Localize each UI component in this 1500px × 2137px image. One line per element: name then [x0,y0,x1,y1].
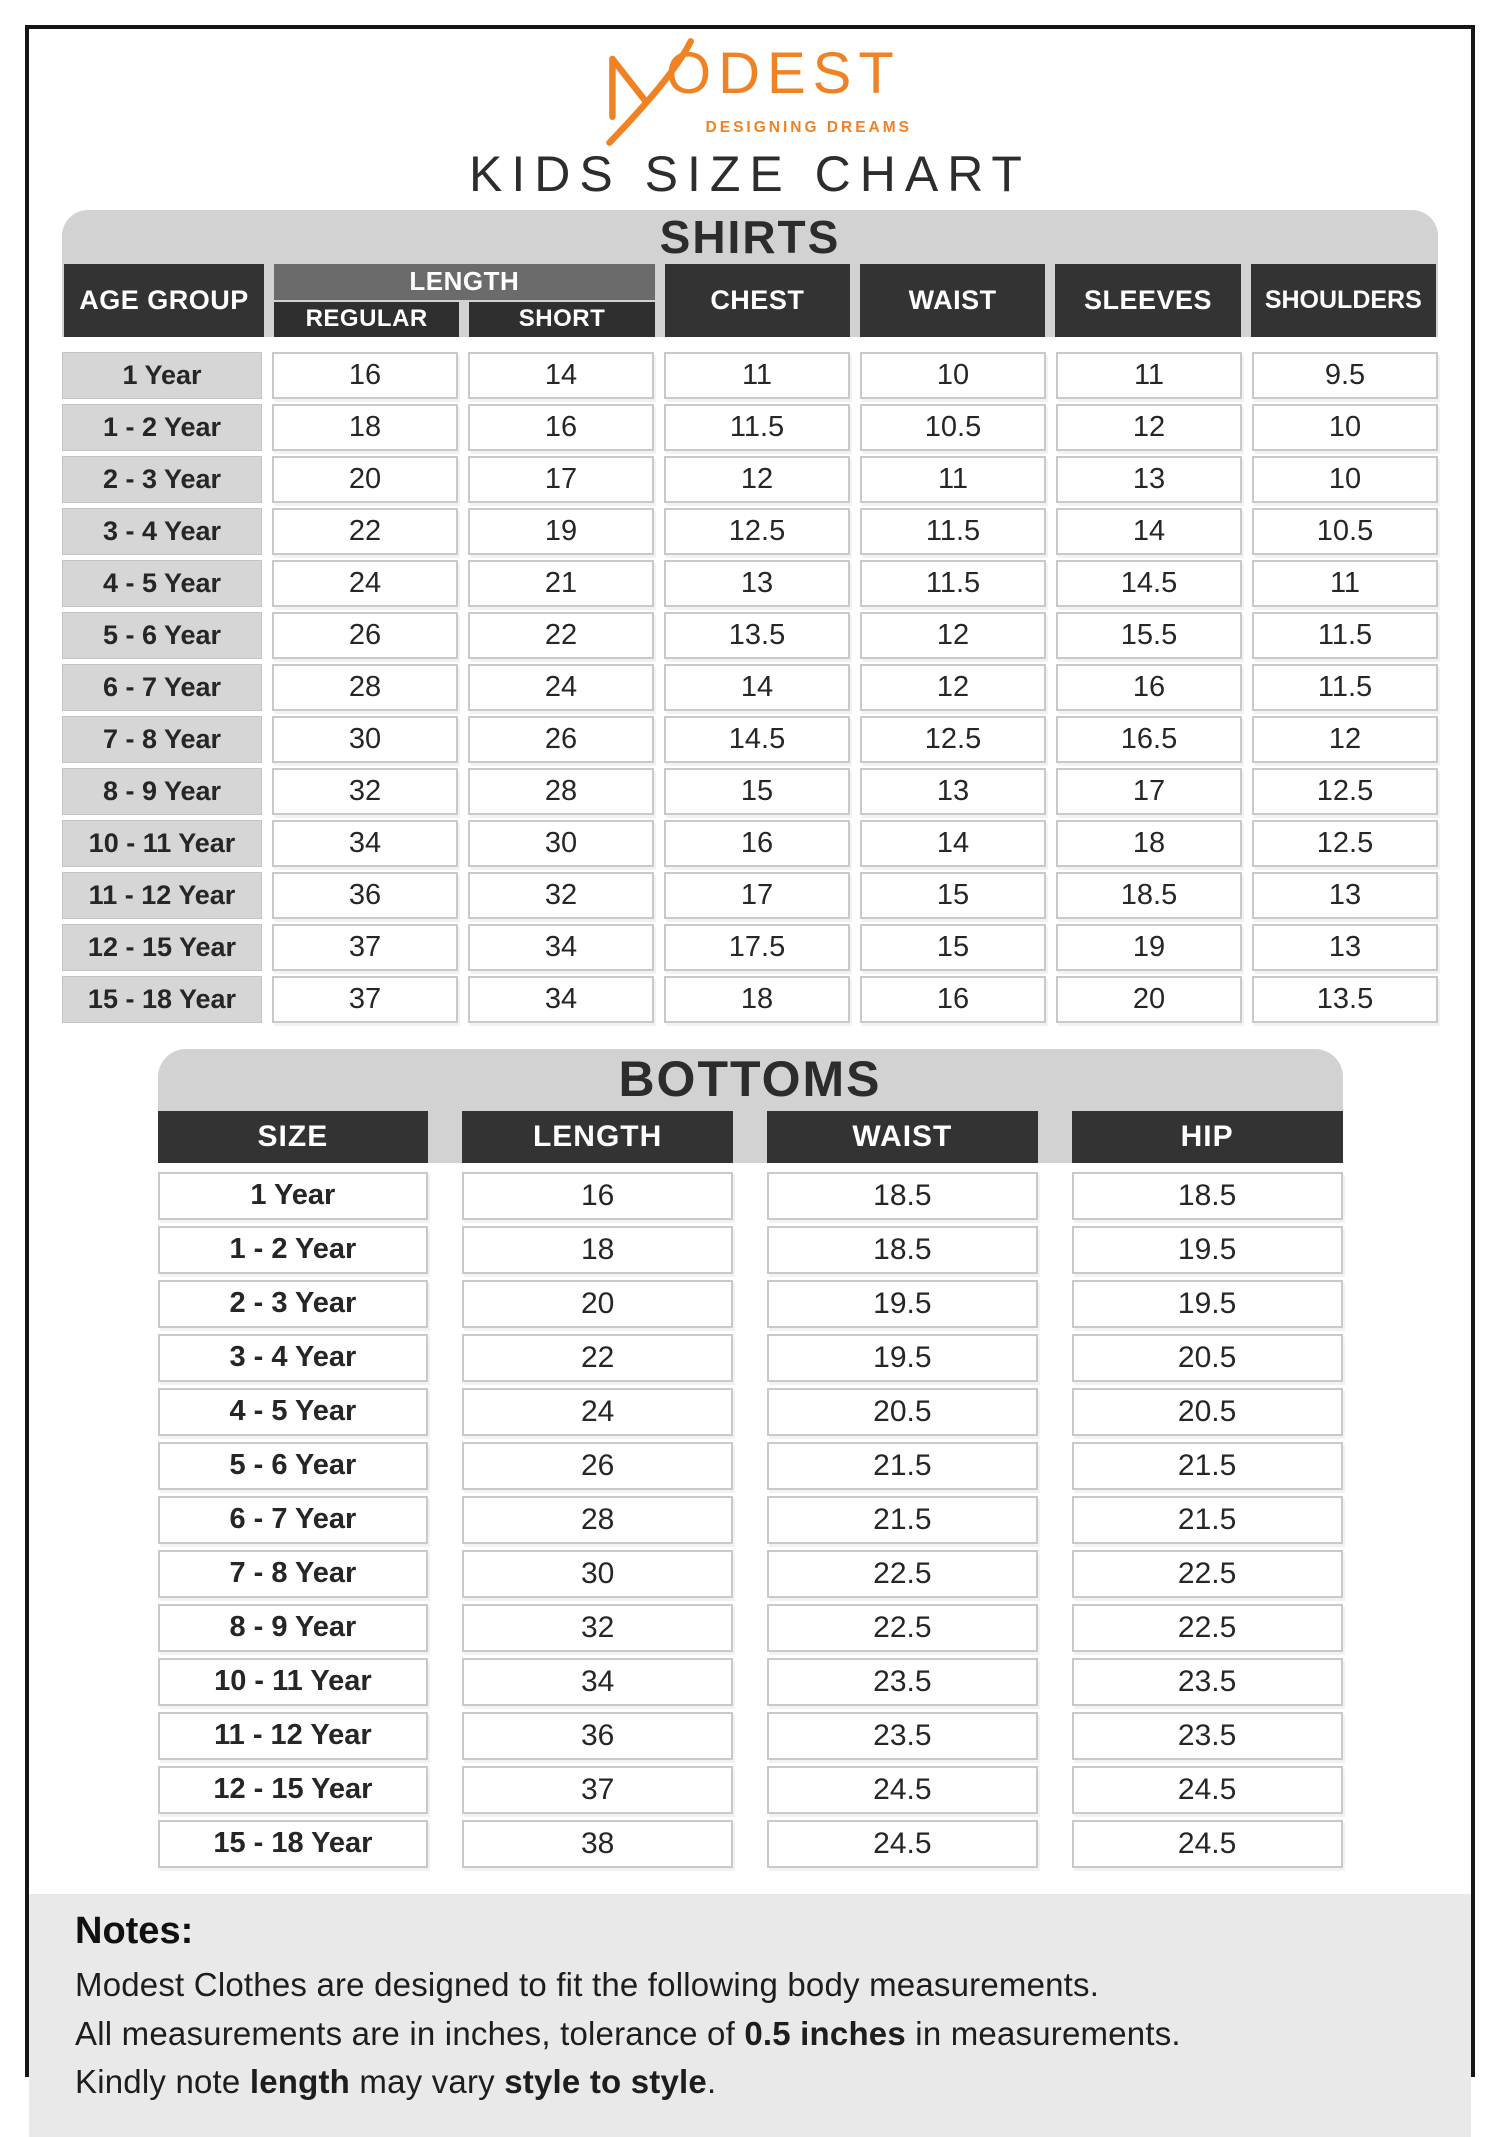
shirts-band [62,210,1438,337]
measurement-cell: 19.5 [1072,1280,1343,1328]
measurement-cell: 36 [272,872,458,919]
shirts-header-shoulders: SHOULDERS [1251,264,1436,337]
age-group-cell: 12 - 15 Year [62,924,262,971]
measurement-cell: 24.5 [767,1766,1038,1814]
note-text: in measurements. [905,2014,1181,2052]
shirts-header-sleeves: SLEEVES [1055,264,1240,337]
measurement-cell: 26 [468,716,654,763]
measurement-cell: 30 [468,820,654,867]
measurement-cell: 12.5 [664,508,850,555]
notes-body [75,1961,1425,2107]
measurement-cell: 20.5 [1072,1388,1343,1436]
measurement-cell: 11 [860,456,1046,503]
measurement-cell: 17 [664,872,850,919]
size-cell: 12 - 15 Year [158,1766,429,1814]
size-cell: 15 - 18 Year [158,1820,429,1868]
measurement-cell: 24 [462,1388,733,1436]
measurement-cell: 18.5 [767,1226,1038,1274]
measurement-cell: 37 [272,976,458,1023]
measurement-cell: 24 [272,560,458,607]
measurement-cell: 18 [272,404,458,451]
measurement-cell: 11.5 [1252,664,1438,711]
measurement-cell: 12.5 [1252,820,1438,867]
measurement-cell: 11 [1252,560,1438,607]
age-group-cell: 11 - 12 Year [62,872,262,919]
measurement-cell: 13.5 [1252,976,1438,1023]
notes-section [29,1894,1471,2137]
age-group-cell: 1 - 2 Year [62,404,262,451]
measurement-cell: 12 [1252,716,1438,763]
measurement-cell: 18 [462,1226,733,1274]
shirts-table-body [62,352,1438,1023]
measurement-cell: 13.5 [664,612,850,659]
measurement-cell: 20 [272,456,458,503]
measurement-cell: 22.5 [767,1604,1038,1652]
measurement-cell: 16 [272,352,458,399]
measurement-cell: 16 [1056,664,1242,711]
bottoms-section-title: BOTTOMS [618,1050,882,1107]
measurement-cell: 12 [860,612,1046,659]
measurement-cell: 16 [664,820,850,867]
bottoms-header-row [158,1111,1343,1163]
measurement-cell: 11.5 [860,560,1046,607]
measurement-cell: 21 [468,560,654,607]
measurement-cell: 17.5 [664,924,850,971]
shirts-header-regular: REGULAR [274,302,459,337]
shirts-section-title: SHIRTS [659,211,841,263]
page-title: KIDS SIZE CHART [469,146,1031,202]
page-frame [25,25,1475,2101]
measurement-cell: 10 [1252,404,1438,451]
measurement-cell: 32 [468,872,654,919]
measurement-cell: 11.5 [860,508,1046,555]
measurement-cell: 16 [462,1172,733,1220]
measurement-cell: 10 [860,352,1046,399]
brand-name: ODEST [666,41,901,106]
measurement-cell: 28 [462,1496,733,1544]
measurement-cell: 32 [272,768,458,815]
measurement-cell: 26 [272,612,458,659]
shirts-header-waist: WAIST [860,264,1045,337]
measurement-cell: 24.5 [1072,1820,1343,1868]
measurement-cell: 12 [1056,404,1242,451]
measurement-cell: 18.5 [1072,1172,1343,1220]
measurement-cell: 23.5 [767,1712,1038,1760]
measurement-cell: 19.5 [1072,1226,1343,1274]
measurement-cell: 20 [1056,976,1242,1023]
age-group-cell: 3 - 4 Year [62,508,262,555]
measurement-cell: 12 [664,456,850,503]
note-text: length [249,2063,351,2101]
measurement-cell: 22 [272,508,458,555]
measurement-cell: 22.5 [1072,1604,1343,1652]
measurement-cell: 12.5 [1252,768,1438,815]
note-line [75,2010,1425,2059]
measurement-cell: 22 [468,612,654,659]
measurement-cell: 22.5 [767,1550,1038,1598]
shirts-header-short: SHORT [469,302,654,337]
age-group-cell: 4 - 5 Year [62,560,262,607]
measurement-cell: 19 [468,508,654,555]
shirts-header-age-group: AGE GROUP [64,264,264,337]
bottoms-band [158,1049,1343,1163]
shirts-section [62,210,1438,1023]
measurement-cell: 14 [468,352,654,399]
measurement-cell: 13 [1056,456,1242,503]
measurement-cell: 17 [1056,768,1242,815]
measurement-cell: 13 [1252,924,1438,971]
age-group-cell: 8 - 9 Year [62,768,262,815]
measurement-cell: 18.5 [1056,872,1242,919]
measurement-cell: 17 [468,456,654,503]
measurement-cell: 10.5 [1252,508,1438,555]
age-group-cell: 5 - 6 Year [62,612,262,659]
brand-logo [610,41,912,141]
size-cell: 4 - 5 Year [158,1388,429,1436]
measurement-cell: 11.5 [1252,612,1438,659]
age-group-cell: 1 Year [62,352,262,399]
measurement-cell: 10.5 [860,404,1046,451]
measurement-cell: 14 [1056,508,1242,555]
measurement-cell: 28 [272,664,458,711]
measurement-cell: 12.5 [860,716,1046,763]
measurement-cell: 18.5 [767,1172,1038,1220]
measurement-cell: 18 [664,976,850,1023]
measurement-cell: 15.5 [1056,612,1242,659]
note-text: may vary [350,2063,505,2101]
measurement-cell: 13 [664,560,850,607]
bottoms-header-cell: HIP [1072,1111,1343,1163]
note-text: All measurements are in inches, tolerance of [75,2014,745,2052]
measurement-cell: 21.5 [767,1496,1038,1544]
measurement-cell: 23.5 [1072,1712,1343,1760]
measurement-cell: 32 [462,1604,733,1652]
measurement-cell: 34 [468,924,654,971]
size-cell: 1 - 2 Year [158,1226,429,1274]
measurement-cell: 24 [468,664,654,711]
bottoms-header-cell: LENGTH [462,1111,733,1163]
measurement-cell: 14 [664,664,850,711]
measurement-cell: 37 [272,924,458,971]
measurement-cell: 14.5 [664,716,850,763]
bottoms-header-cell: WAIST [767,1111,1038,1163]
measurement-cell: 11.5 [664,404,850,451]
measurement-cell: 26 [462,1442,733,1490]
brand-tagline: DESIGNING DREAMS [705,119,912,136]
measurement-cell: 36 [462,1712,733,1760]
note-text: . [706,2063,717,2101]
measurement-cell: 18 [1056,820,1242,867]
age-group-cell: 7 - 8 Year [62,716,262,763]
measurement-cell: 22.5 [1072,1550,1343,1598]
measurement-cell: 38 [462,1820,733,1868]
size-cell: 10 - 11 Year [158,1658,429,1706]
age-group-cell: 10 - 11 Year [62,820,262,867]
measurement-cell: 19 [1056,924,1242,971]
measurement-cell: 20.5 [767,1388,1038,1436]
measurement-cell: 20.5 [1072,1334,1343,1382]
size-cell: 11 - 12 Year [158,1712,429,1760]
note-line [75,2058,1425,2107]
measurement-cell: 24.5 [767,1820,1038,1868]
measurement-cell: 21.5 [767,1442,1038,1490]
measurement-cell: 20 [462,1280,733,1328]
age-group-cell: 6 - 7 Year [62,664,262,711]
measurement-cell: 14.5 [1056,560,1242,607]
note-text: Kindly note [75,2063,250,2101]
measurement-cell: 34 [468,976,654,1023]
bottoms-table-body [158,1172,1343,1868]
measurement-cell: 24.5 [1072,1766,1343,1814]
measurement-cell: 21.5 [1072,1442,1343,1490]
measurement-cell: 15 [860,872,1046,919]
measurement-cell: 37 [462,1766,733,1814]
measurement-cell: 21.5 [1072,1496,1343,1544]
measurement-cell: 11 [1056,352,1242,399]
measurement-cell: 11 [664,352,850,399]
measurement-cell: 23.5 [767,1658,1038,1706]
shirts-header-row [64,264,1436,337]
measurement-cell: 34 [272,820,458,867]
age-group-cell: 2 - 3 Year [62,456,262,503]
measurement-cell: 13 [860,768,1046,815]
size-cell: 3 - 4 Year [158,1334,429,1382]
size-cell: 5 - 6 Year [158,1442,429,1490]
shirts-header-chest: CHEST [665,264,850,337]
bottoms-header-cell: SIZE [158,1111,429,1163]
measurement-cell: 22 [462,1334,733,1382]
note-line [75,1961,1425,2010]
measurement-cell: 15 [860,924,1046,971]
measurement-cell: 19.5 [767,1334,1038,1382]
measurement-cell: 16 [468,404,654,451]
measurement-cell: 13 [1252,872,1438,919]
measurement-cell: 30 [272,716,458,763]
size-cell: 2 - 3 Year [158,1280,429,1328]
measurement-cell: 30 [462,1550,733,1598]
size-cell: 8 - 9 Year [158,1604,429,1652]
measurement-cell: 9.5 [1252,352,1438,399]
age-group-cell: 15 - 18 Year [62,976,262,1023]
size-cell: 6 - 7 Year [158,1496,429,1544]
measurement-cell: 12 [860,664,1046,711]
note-text: Modest Clothes are designed to fit the following body measurements. [75,1965,1100,2003]
measurement-cell: 23.5 [1072,1658,1343,1706]
measurement-cell: 16.5 [1056,716,1242,763]
bottoms-section [158,1049,1343,1868]
note-text: 0.5 inches [744,2014,906,2052]
size-cell: 7 - 8 Year [158,1550,429,1598]
measurement-cell: 16 [860,976,1046,1023]
size-cell: 1 Year [158,1172,429,1220]
shirts-header-length: LENGTH [274,264,655,300]
measurement-cell: 19.5 [767,1280,1038,1328]
note-text: style to style [504,2063,707,2101]
measurement-cell: 14 [860,820,1046,867]
measurement-cell: 10 [1252,456,1438,503]
measurement-cell: 15 [664,768,850,815]
measurement-cell: 34 [462,1658,733,1706]
measurement-cell: 28 [468,768,654,815]
notes-title: Notes: [75,1909,194,1952]
